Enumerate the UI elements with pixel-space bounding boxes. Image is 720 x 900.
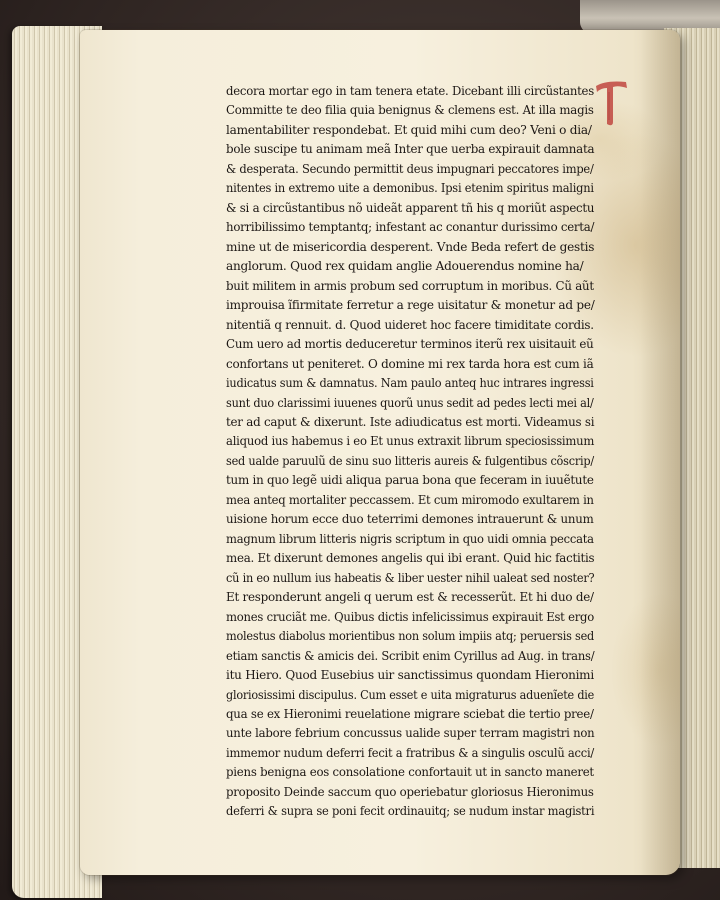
text-line: horribilissimo temptantq; infestant ac conantur durissimo certa/: [226, 220, 595, 235]
text-line: mea anteq mortaliter peccassem. Et cum miromodo exultarem in: [226, 492, 594, 507]
text-line: unte labore febrium concussus ualide super terram magistri non: [226, 726, 595, 741]
text-line: mea. Et dixerunt demones angelis qui ibi erant. Quid hic factitis: [226, 551, 595, 566]
text-line: buit militem in armis probum sed corruptum in moribus. Cũ aũt: [226, 278, 594, 293]
text-line: iudicatus sum & damnatus. Nam paulo anteq huc intrares ingressi: [226, 376, 594, 391]
text-line: sunt duo clarissimi iuuenes quorũ unus sedit ad pedes lecti mei al/: [226, 395, 594, 410]
text-line: deferri & supra se poni fecit ordinauitq; se nudum instar magistri: [226, 804, 595, 819]
text-line: mones cruciãt me. Quibus dictis infelicissimus expirauit Est ergo: [226, 609, 594, 624]
page-gutter-shadow: [640, 30, 680, 875]
text-line: molestus diabolus morientibus non solum impiis atq; peruersis sed: [226, 629, 595, 644]
text-line: confortans ut peniteret. O domine mi rex tarda hora est cum iã: [226, 356, 594, 371]
text-line: nitentes in extremo uite a demonibus. Ipsi etenim spiritus maligni: [226, 181, 594, 196]
text-line: aliquod ius habemus i eo Et unus extraxit librum speciosissimum: [226, 434, 595, 449]
text-line: Committe te deo filia quia benignus & clemens est. At illa magis: [226, 103, 594, 118]
text-line: Cum uero ad mortis deduceretur terminos iterũ rex uisitauit eũ: [226, 337, 594, 352]
text-line: improuisa ĩfirmitate ferretur a rege uisitatur & monetur ad pe/: [226, 298, 595, 313]
text-line: gloriosissimi discipulus. Cum esset e uita migraturus aduenĩete die: [226, 687, 595, 702]
text-line: decora mortar ego in tam tenera etate. Dicebant illi circũstantes: [226, 84, 594, 98]
text-line: immemor nudum deferri fecit a fratribus & a singulis osculũ acci/: [226, 745, 595, 760]
text-line: nitentiã q rennuit. d. Quod uideret hoc facere timiditate cordis.: [226, 317, 594, 332]
text-line: bole suscipe tu animam meã Inter que uerba expirauit damnata: [226, 142, 595, 157]
text-line: proposito Deinde saccum quo operiebatur gloriosus Hieronimus: [226, 784, 594, 799]
text-line: itu Hiero. Quod Eusebius uir sanctissimus quondam Hieronimi: [226, 668, 594, 683]
text-line: magnum librum litteris nigris scriptum in quo uidi omnia peccata: [226, 531, 594, 546]
rubricated-initial: [592, 78, 632, 128]
book-page: [80, 30, 680, 875]
text-line: etiam sanctis & amicis dei. Scribit enim Cyrillus ad Aug. in trans/: [226, 648, 595, 663]
text-line: sed ualde paruulũ de sinu suo litteris aureis & fulgentibus cõscrip/: [226, 453, 594, 468]
text-line: piens benigna eos consolatione confortauit ut in sancto maneret: [226, 765, 594, 780]
text-line: uisione horum ecce duo teterrimi demones intrauerunt & unum: [226, 512, 594, 527]
text-line: & si a circũstantibus nõ uideãt apparent tñ his q moriũt aspectu: [226, 200, 595, 215]
text-line: Et responderunt angeli q uerum est & recesserũt. Et hi duo de/: [226, 590, 594, 605]
text-line: qua se ex Hieronimi reuelatione migrare sciebat die tertio pree/: [226, 707, 594, 721]
text-line: lamentabiliter respondebat. Et quid mihi cum deo? Veni o dia/: [226, 122, 592, 137]
text-line: ter ad caput & dixerunt. Iste adiudicatus est morti. Videamus si: [226, 414, 595, 429]
text-column: [226, 82, 594, 822]
text-line: tum in quo legẽ uidi aliqua parua bona que feceram in iuuẽtute: [226, 473, 594, 488]
text-line: anglorum. Quod rex quidam anglie Adouerendus nomine ha/: [226, 259, 584, 274]
text-line: & desperata. Secundo permittit deus impugnari peccatores impe/: [226, 161, 594, 176]
text-line: cũ in eo nullum ius habeatis & liber uester nihil ualeat sed noster?: [226, 570, 595, 585]
text-line: mine ut de misericordia desperent. Vnde Beda refert de gestis: [226, 239, 595, 254]
